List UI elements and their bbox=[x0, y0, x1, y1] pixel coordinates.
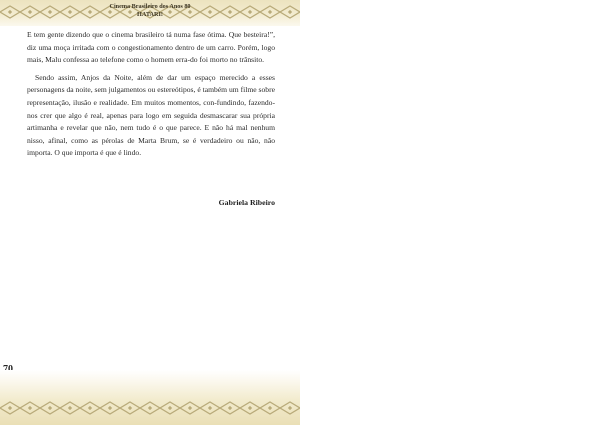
diamond-dot bbox=[288, 406, 292, 410]
diamond-dot bbox=[128, 406, 132, 410]
diamond-dot bbox=[88, 406, 92, 410]
diamond-dot bbox=[188, 406, 192, 410]
header-chapter-title: HATARI! bbox=[137, 10, 163, 18]
decorative-zigzag-border-bottom bbox=[0, 397, 300, 419]
diamond-dot bbox=[68, 406, 72, 410]
diamond-dot bbox=[28, 406, 32, 410]
diamond-dot bbox=[208, 406, 212, 410]
diamond-dot bbox=[268, 406, 272, 410]
diamond-dot bbox=[48, 406, 52, 410]
diamond-dot bbox=[168, 406, 172, 410]
header-book-title: Cinema Brasileiro dos Anos 80 bbox=[109, 3, 191, 10]
paragraph-2: Sendo assim, Anjos da Noite, além de dar um espaço merecido a esses personagens da noite, sem julgamentos ou estereótipos, é também um filme sobre representação, ilusão e realidade. Em muitos momentos, con-fundindo, fazendo-nos crer que algo é real, apenas para logo em seguida desmascarar sua própria artimanha e revelar que não, nem tudo é o que parece. E não há mal nenhum nisso, afinal, como as pérolas de Marta Brum, se é verdadeiro ou não, não importa. O que importa é que é lindo. bbox=[27, 72, 275, 158]
diamond-dot bbox=[148, 406, 152, 410]
diamond-dot bbox=[108, 406, 112, 410]
diamond-dot bbox=[248, 406, 252, 410]
author-signature: Gabriela Ribeiro bbox=[218, 198, 275, 207]
paragraph-1: E tem gente dizendo que o cinema brasileiro tá numa fase ótima. Que besteira!”, diz uma moça irritada com o congestionamento dentro de um carro. Porém, logo mais, Malu confessa ao telefone como o homem erra-do foi morto no trânsito. bbox=[27, 30, 275, 65]
article-body bbox=[27, 29, 275, 160]
running-header bbox=[0, 3, 300, 18]
diamond-dot bbox=[228, 406, 232, 410]
diamond-dot bbox=[8, 406, 12, 410]
